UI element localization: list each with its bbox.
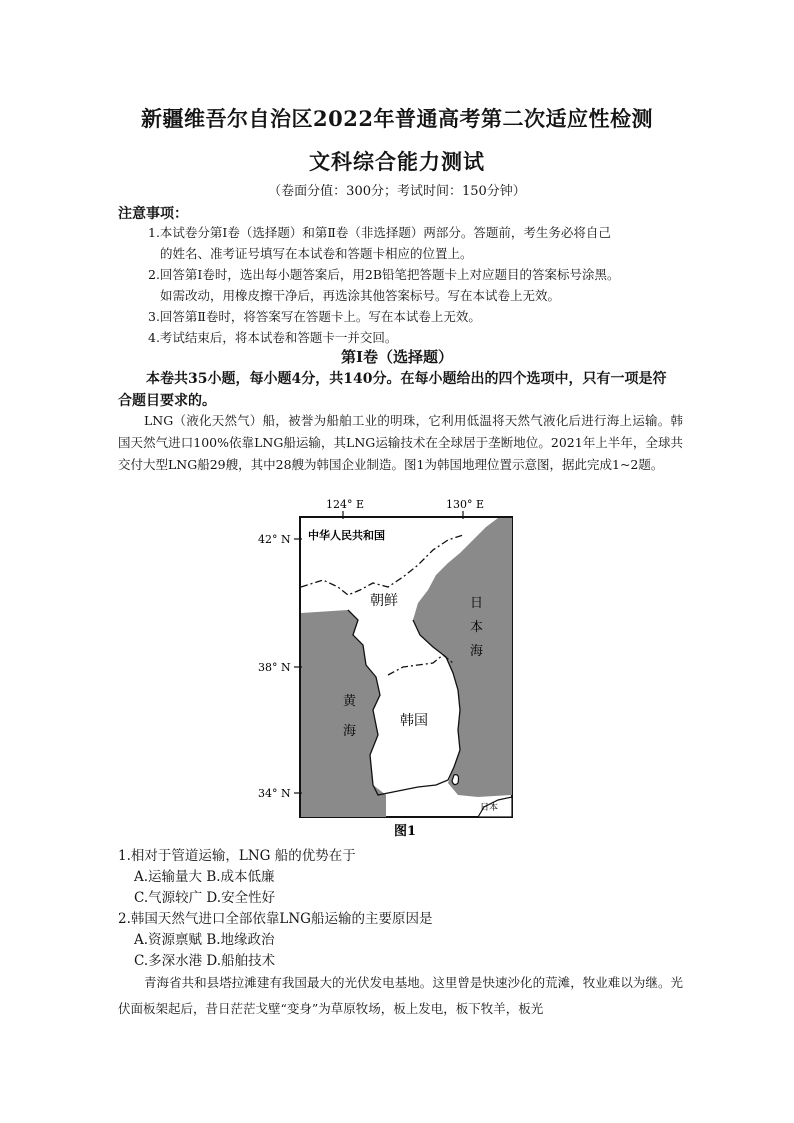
notes-heading: 注意事项： [118, 206, 188, 222]
lon-label-130: 130° E [446, 498, 485, 511]
lon-label-124: 124° E [326, 498, 365, 511]
korea-map [248, 495, 548, 840]
question-2-options-row-2: C.多深水港 D.船舶技术 [134, 953, 276, 969]
passage-solar: 青海省共和县塔拉滩建有我国最大的光伏发电基地。这里曾是快速沙化的荒滩，牧业难以为继。光伏面板架起后，昔日茫茫戈壁“变身”为草原牧场，板上发电，板下牧羊，板光 [118, 975, 683, 1016]
note-line: 1.本试卷分第Ⅰ卷（选择题）和第Ⅱ卷（非选择题）两部分。答题前，考生务必将自己 [148, 225, 611, 240]
label-japan: 日本 [480, 803, 499, 813]
exam-info: （卷面分值：300分；考试时间：150分钟） [268, 184, 526, 199]
label-south-korea: 韩国 [400, 713, 428, 729]
sea-label-char: 日 [470, 596, 484, 611]
question-1-options-row-1: A.运输量大 B.成本低廉 [134, 869, 275, 885]
label-japan-sea [470, 596, 483, 659]
sea-label-char: 黄 [343, 694, 357, 709]
label-north-korea: 朝鲜 [370, 593, 398, 609]
note-line: 4.考试结束后，将本试卷和答题卡一并交回。 [148, 330, 398, 345]
question-1-stem: 1.相对于管道运输，LNG 船的优势在于 [118, 848, 356, 864]
section-title: 第Ⅰ卷（选择题） [340, 348, 454, 366]
exam-subtitle: 文科综合能力测试 [309, 149, 485, 174]
passage-lng: LNG（液化天然气）船，被誉为船舶工业的明珠，它利用低温将天然气液化后进行海上运输。韩国天然气进口100%依靠LNG船运输，其LNG运输技术在全球居于垄断地位。2021年上半年，全球共交付大型LNG船29艘，其中28艘为韩国企业制造。图1为韩国地理位置示意图，据此完成1~2题。 [118, 413, 683, 472]
lat-label-42: 42° N [258, 533, 291, 546]
note-line: 如需改动，用橡皮擦干净后，再选涂其他答案标号。写在本试卷上无效。 [160, 288, 561, 303]
question-2-options-row-1: A.资源禀赋 B.地缘政治 [134, 932, 275, 948]
section-intro-text: 本卷共35小题，每小题4分，共140分。在每小题给出的四个选项中，只有一项是符合题目要求的。 [118, 371, 667, 409]
korea-map-figure [248, 495, 548, 840]
sea-label-char: 海 [470, 644, 484, 659]
question-1-options-row-2: C.气源较广 D.安全性好 [134, 890, 276, 906]
exam-title: 新疆维吾尔自治区2022年普通高考第二次适应性检测 [141, 106, 653, 131]
lat-label-38: 38° N [258, 661, 291, 674]
section-intro [118, 368, 678, 412]
label-china: 中华人民共和国 [308, 529, 385, 542]
question-2-stem: 2.韩国天然气进口全部依靠LNG船运输的主要原因是 [118, 911, 433, 927]
notes-list [148, 222, 688, 348]
note-line: 2.回答第Ⅰ卷时，选出每小题答案后，用2B铅笔把答题卡上对应题目的答案标号涂黑。 [148, 267, 620, 282]
lat-label-34: 34° N [258, 787, 291, 800]
sea-label-char: 本 [470, 620, 484, 635]
sea-label-char: 海 [343, 724, 357, 739]
note-line: 的姓名、准考证号填写在本试卷和答题卡相应的位置上。 [160, 246, 473, 261]
figure-caption: 图1 [394, 824, 417, 839]
note-line: 3.回答第Ⅱ卷时，将答案写在答题卡上。写在本试卷上无效。 [148, 309, 481, 324]
